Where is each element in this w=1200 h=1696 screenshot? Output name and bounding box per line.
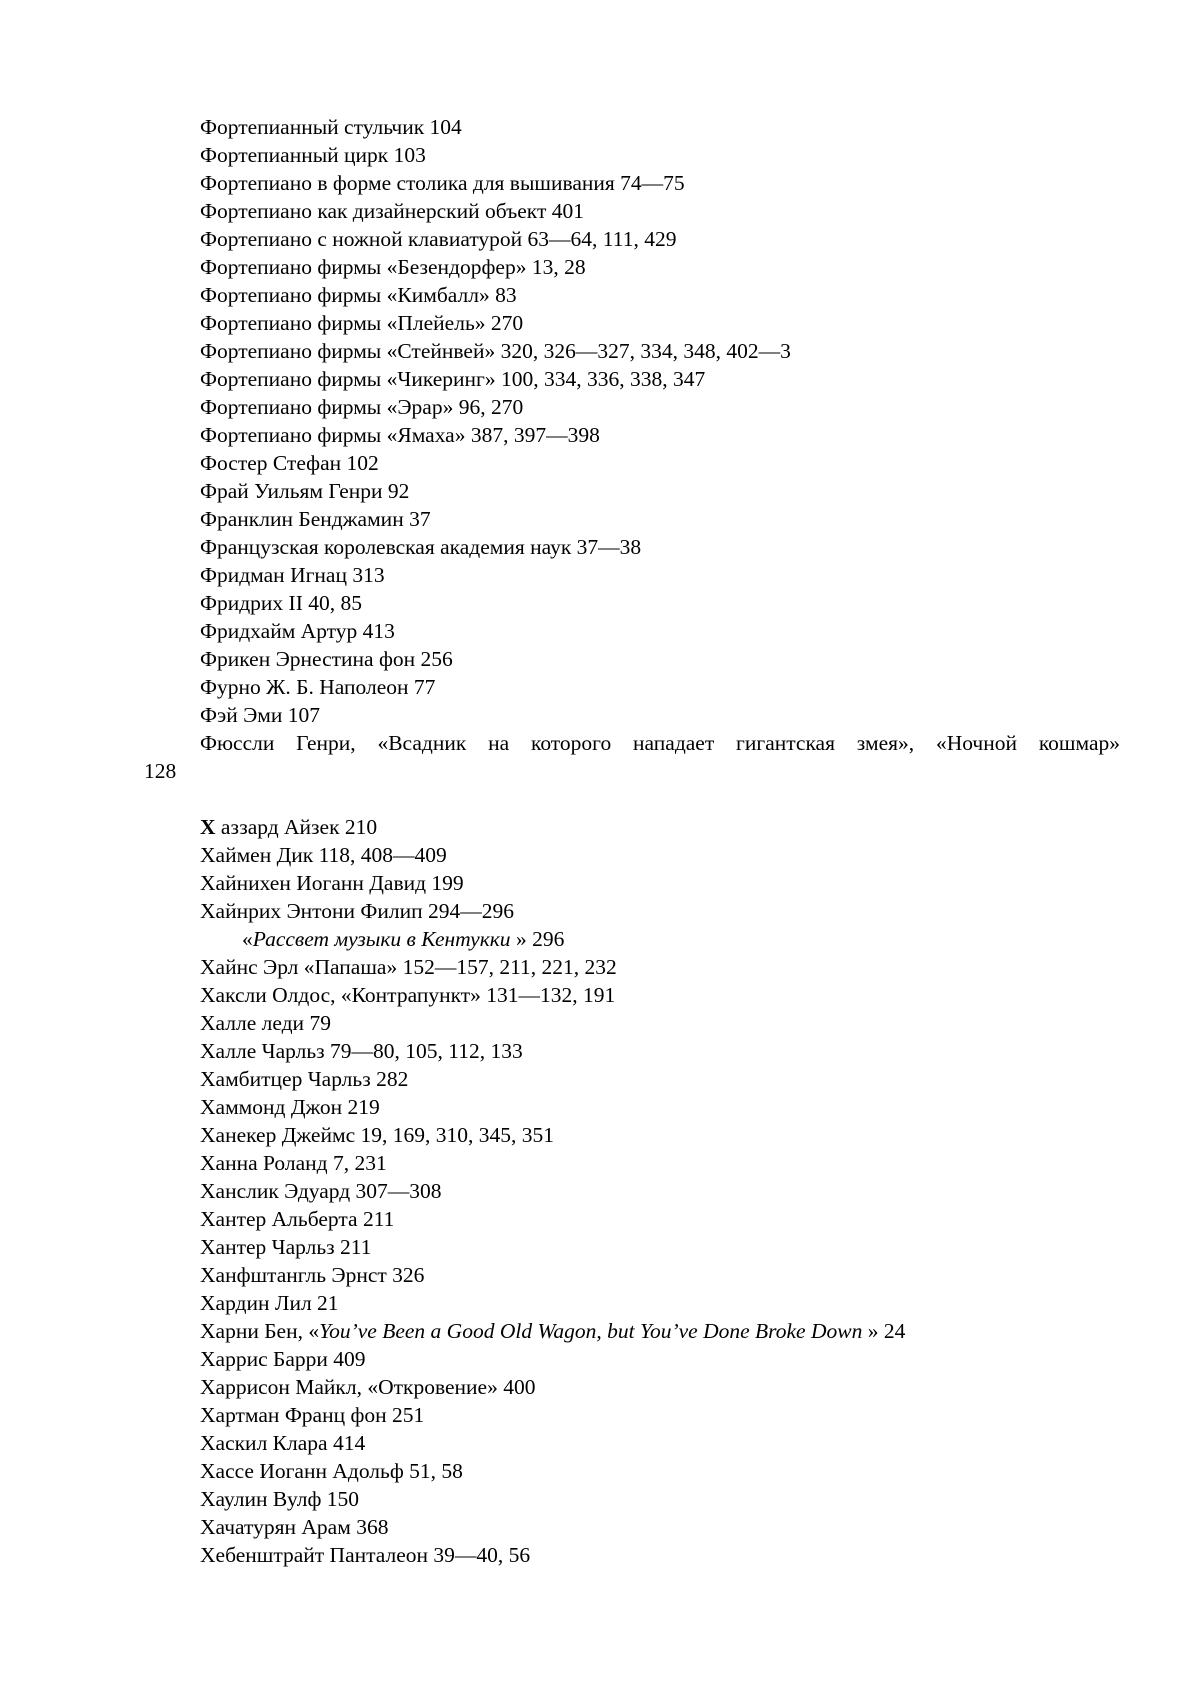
index-entry-text: Харни Бен, « (200, 1319, 320, 1343)
index-entry: Ханекер Джеймс 19, 169, 310, 345, 351 (200, 1123, 555, 1147)
index-entry: Ханслик Эдуард 307—308 (200, 1179, 442, 1203)
index-entry-section-start (200, 813, 1120, 841)
index-entry-page: » 24 (862, 1319, 906, 1343)
index-entry: Хаскил Клара 414 (200, 1431, 366, 1455)
index-entry: Фрикен Эрнестина фон 256 (200, 647, 453, 671)
index-entry-harney (200, 1317, 1120, 1345)
index-entry: Хаммонд Джон 219 (200, 1095, 380, 1119)
index-entry: Хартман Франц фон 251 (200, 1403, 425, 1427)
index-entry: Хамбитцер Чарльз 282 (200, 1067, 409, 1091)
index-entry: Фридхайм Артур 413 (200, 619, 395, 643)
index-entry: Фортепиано фирмы «Стейнвей» 320, 326—327, 334, 348, 402—3 (200, 339, 791, 363)
index-entry-fussli-line2: 128 (144, 759, 177, 783)
index-entry: Французская королевская академия наук 37—38 (200, 535, 642, 559)
index-entry: Хантер Чарльз 211 (200, 1235, 372, 1259)
index-entry-fussli-line1: Фюссли Генри, «Всадник на которого нападает гигантская змея», «Ночной кошмар» (200, 731, 1120, 755)
index-entry: Харрисон Майкл, «Откровение» 400 (200, 1375, 536, 1399)
section-initial-letter: Х (200, 815, 216, 839)
index-entry: Хайнихен Иоганн Давид 199 (200, 871, 464, 895)
index-entry: Фортепиано фирмы «Эрар» 96, 270 (200, 395, 524, 419)
index-list (144, 113, 1120, 1569)
index-entry: Фортепиано фирмы «Ямаха» 387, 397—398 (200, 423, 600, 447)
index-entry: Фортепиано в форме столика для вышивания 74—75 (200, 171, 685, 195)
index-entry: Фэй Эми 107 (200, 703, 321, 727)
index-entry: Халле Чарльз 79—80, 105, 112, 133 (200, 1039, 523, 1063)
index-entry: Фортепиано с ножной клавиатурой 63—64, 111, 429 (200, 227, 677, 251)
index-entry: Фортепиано фирмы «Кимбалл» 83 (200, 283, 517, 307)
index-entry: Хаксли Олдос, «Контрапункт» 131—132, 191 (200, 983, 616, 1007)
index-entry: Харрис Барри 409 (200, 1347, 366, 1371)
index-entry: Хайнс Эрл «Папаша» 152—157, 211, 221, 232 (200, 955, 617, 979)
index-entry-text: аззард Айзек 210 (215, 815, 378, 839)
index-entry: Хантер Альберта 211 (200, 1207, 395, 1231)
index-entry: Хаулин Вулф 150 (200, 1487, 360, 1511)
index-entry: Фридман Игнац 313 (200, 563, 385, 587)
index-entry: Фортепианный цирк 103 (200, 143, 426, 167)
index-entry-fussli (200, 729, 1120, 757)
index-entry: Ханна Роланд 7, 231 (200, 1151, 387, 1175)
index-entry: Хаймен Дик 118, 408—409 (200, 843, 447, 867)
index-entry: Фрай Уильям Генри 92 (200, 479, 410, 503)
index-entry: Фортепиано фирмы «Чикеринг» 100, 334, 336, 338, 347 (200, 367, 706, 391)
subentry-title: Рассвет музыки в Кентукки (252, 927, 511, 951)
index-entry: Фортепиано фирмы «Безендорфер» 13, 28 (200, 255, 586, 279)
index-entry: Фортепиано как дизайнерский объект 401 (200, 199, 584, 223)
index-entry: Хайнрих Энтони Филип 294—296 (200, 899, 515, 923)
index-subentry (200, 925, 1120, 953)
song-title: You’ve Been a Good Old Wagon, but You’ve Done Broke Down (319, 1319, 863, 1343)
index-entry: Хардин Лил 21 (200, 1291, 339, 1315)
subentry-page: » 296 (510, 927, 565, 951)
index-entry: Фортепианный стульчик 104 (200, 115, 462, 139)
index-entry: Фостер Стефан 102 (200, 451, 379, 475)
section-gap (200, 785, 1120, 813)
index-entry: Халле леди 79 (200, 1011, 331, 1035)
index-entry: Ханфштангль Эрнст 326 (200, 1263, 425, 1287)
index-entry: Фридрих II 40, 85 (200, 591, 363, 615)
subentry-open-quote: « (242, 927, 253, 951)
index-entry: Хебенштрайт Панталеон 39—40, 56 (200, 1543, 531, 1567)
index-entry: Хассе Иоганн Адольф 51, 58 (200, 1459, 463, 1483)
index-entry: Фурно Ж. Б. Наполеон 77 (200, 675, 436, 699)
index-entry: Фортепиано фирмы «Плейель» 270 (200, 311, 524, 335)
index-entry: Хачатурян Арам 368 (200, 1515, 389, 1539)
index-entry: Франклин Бенджамин 37 (200, 507, 431, 531)
